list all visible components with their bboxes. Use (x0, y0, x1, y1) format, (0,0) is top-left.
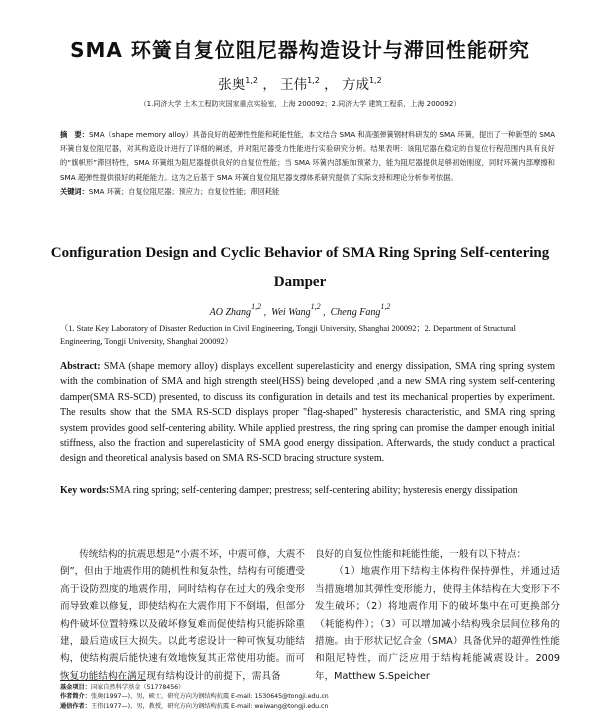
author-en-separator: , (320, 307, 331, 318)
fund-text: 国家自然科学基金（51778456） (90, 684, 185, 691)
author-cn-1-affil: 1,2 (245, 76, 259, 85)
footnotes (60, 683, 555, 711)
abstract-english (60, 359, 555, 467)
author-separator: ， (262, 77, 276, 93)
keywords-cn-text: SMA 环簧；自复位阻尼器；预应力；自复位性能；滞回耗能 (88, 186, 280, 196)
fund-label: 基金项目： (60, 684, 91, 691)
author-cn-1: 张奥 (218, 77, 246, 93)
body-column-right (315, 546, 560, 685)
keywords-cn-label: 关键词： (60, 186, 89, 196)
contact-label: 通信作者： (60, 702, 91, 710)
author-en-separator: , (261, 307, 272, 318)
title-english: Configuration Design and Cyclic Behavior of SMA Ring Spring Self-centering Damper (50, 245, 550, 290)
author-en-3: Cheng Fang (330, 307, 381, 318)
abstract-cn-label: 摘 要： (60, 130, 89, 139)
abstract-en-label: Abstract: (60, 361, 101, 372)
affiliation-english: （1. State Key Laboratory of Disaster Reduction in Civil Engineering, Tongji University, Shanghai 200092；2. Department of Structural Engineering, Tongji University, Shanghai 200092） (60, 324, 516, 346)
keywords-en-text: SMA ring spring; self-centering damper; prestress; self-centering ability; hysteresis energy dissipation (109, 485, 518, 496)
body-paragraph: 良好的自复位性能和耗能性能，一般有以下特点： (315, 549, 527, 560)
keywords-en-label: Key words: (60, 485, 110, 496)
author-en-2: Wei Wang (271, 307, 311, 318)
footnote-author (60, 692, 555, 701)
abstract-en-text: SMA (shape memory alloy) displays excellent superelasticity and energy dissipation, SMA ring spring system with the combination of SMA and high strength steel(HSS) being developed ,and a new SMA ring system self-centering damper(SMA RS-SCD) presented, to discuss its configuration in details and test its mechanical properties by experiment. The results show that the SMA RS-SCD displays proper "flag-shaped" hysteresis characteristic, and SMA ring spring system provides good self-centering ability. While applied prestress, the ring spring can promise the damper enough initial stiffness, also the fraction and superelasticity of SMA good energy dissipation. Afterwards, the study conduct a practical design and theoretical analysis based on SMA RS-SCD bracing structure system. (60, 361, 556, 465)
authors-english (0, 302, 600, 318)
author-cn-3: 方成 (341, 77, 369, 93)
author-separator: ， (324, 77, 338, 93)
body-paragraph: （1）地震作用下结构主体构件保持弹性，并通过适当措施增加其弹性变形能力，使得主体结构在大变形下不发生破坏；（2）将地震作用下的破坏集中在可更换部分（耗能构件）；（3）可以增加减小结构残余层间位移角的措施。由于形状记忆合金（SMA）具备优异的超弹性性能和阻尼特性，而广泛应用于结构耗能减震设计。2009 年，Matthew S.Speicher (315, 566, 560, 682)
author-note-text: 张奥(1997—)，男，硕士，研究方向为钢结构抗震 E-mail: 1530645@tongji.edu.cn (90, 693, 329, 701)
affiliation-chinese: （1.同济大学 土木工程防灾国家重点实验室，上海 200092；2.同济大学 建筑工程系，上海 200092） (139, 100, 461, 108)
body-paragraph: 传统结构的抗震思想是“小震不坏，中震可修，大震不倒”，但由于地震作用的随机性和复杂性，结构有可能遭受高于设防烈度的地震作用，同时结构存在过大的残余变形而导致难以修复，即使结构在大震作用下不倒塌，但部分构件破坏位置特殊以及破坏修复难而促使结构只能拆除重建，最后造成巨大损失。以此考虑设计一种可恢复功能结构，使结构震后能快速有效地恢复其正常使用功能。而可恢复功能结构在满足现有结构设计的前提下，需具备 (60, 549, 305, 682)
body-column-left (60, 546, 305, 685)
abstract-cn-text: SMA（shape memory alloy）具备良好的超弹性性能和耗能性能，本文结合 SMA 和高强弹簧钢材料研发的 SMA 环簧，提出了一种新型的 SMA 环簧自复位阻尼器，对其构造设计进行了详细的阐述，并对阻尼器受力性能进行实验研究分析。结果表明：该阻尼器在稳定的自复位行程范围内具有良好的“旗帜形”滞回特性，SMA 环簧组为阻尼器提供良好的自复位性能；当 SMA 环簧内部施加预紧力，能为阻尼器提供足够初始刚度，同时环簧内部摩擦和 SMA 超弹性提供很好的耗能能力。这为之后基于 SMA 环簧自复位阻尼器支撑体系研究提供了实际支持和理论分析参考依据。 (60, 130, 555, 182)
author-cn-3-affil: 1,2 (368, 76, 382, 85)
author-cn-2-affil: 1,2 (307, 76, 320, 85)
keywords-english (60, 483, 555, 498)
author-en-1: AO Zhang (209, 307, 252, 318)
author-en-2-affil: 1,2 (310, 302, 321, 311)
title-chinese: SMA 环簧自复位阻尼器构造设计与滞回性能研究 (70, 38, 530, 62)
author-cn-2: 王伟 (280, 77, 308, 93)
authors-chinese (0, 73, 600, 93)
abstract-chinese (60, 128, 555, 199)
contact-text: 王伟(1977—)，男，教授，研究方向为钢结构抗震 E-mail: weiwang@tongji.edu.cn (90, 702, 329, 710)
footnote-fund (60, 683, 555, 692)
footnote-contact (60, 702, 555, 711)
author-note-label: 作者简介： (60, 693, 91, 701)
author-en-1-affil: 1,2 (251, 302, 262, 311)
footnote-divider (60, 680, 146, 681)
author-en-3-affil: 1,2 (380, 302, 391, 311)
